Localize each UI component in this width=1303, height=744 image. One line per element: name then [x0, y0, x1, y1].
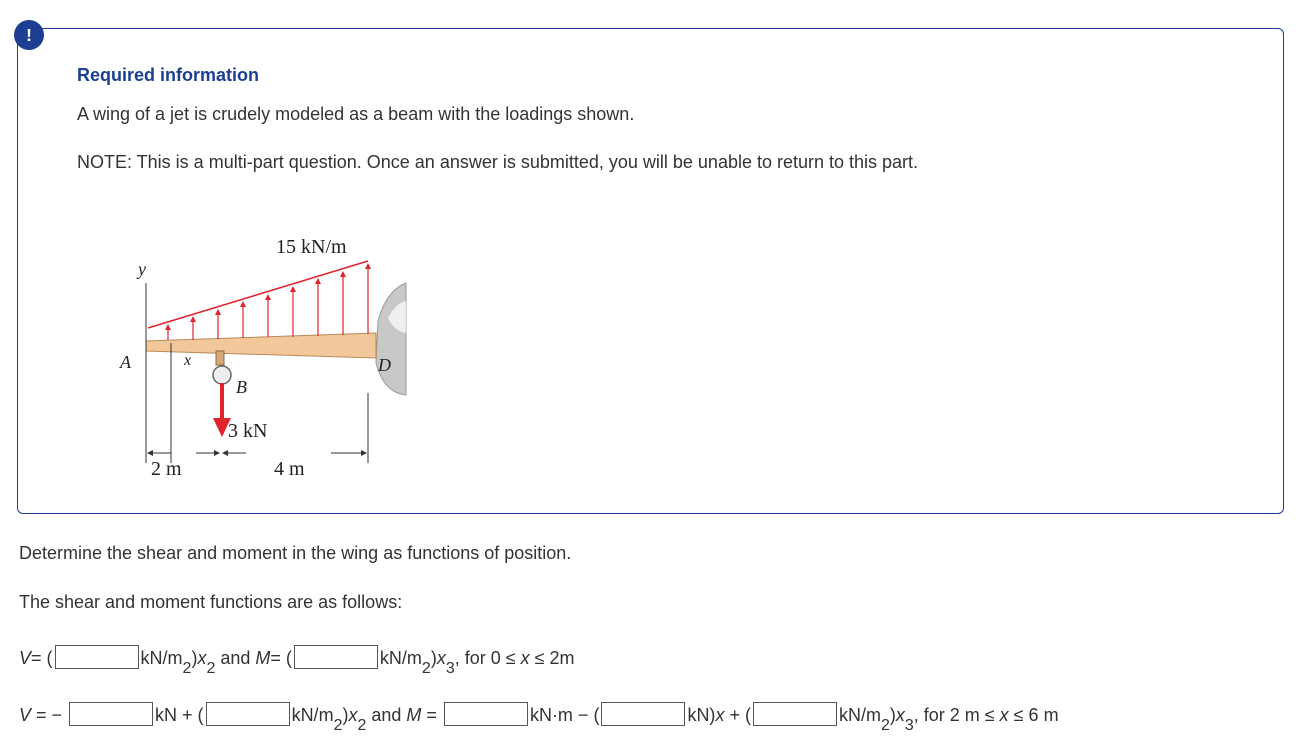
x-var: x — [436, 648, 446, 668]
question-prompt: Determine the shear and moment in the wing as functions of position. — [19, 543, 572, 563]
answer-input-m1[interactable] — [294, 645, 378, 669]
question-intro: The shear and moment functions are as follows: — [19, 592, 403, 612]
force-label: 3 kN — [228, 420, 268, 442]
eq-open: = ( — [270, 648, 292, 668]
x-var: x — [520, 648, 530, 668]
y-axis-label: y — [138, 259, 146, 279]
answer-input-v2a[interactable] — [69, 702, 153, 726]
close-paren: ) — [889, 705, 896, 725]
wing-support-b — [216, 351, 224, 365]
answer-input-m2b[interactable] — [601, 702, 685, 726]
wing-beam — [146, 333, 376, 358]
point-d-label: D — [378, 355, 391, 375]
close-paren: ) — [342, 705, 349, 725]
answer-input-v1[interactable] — [55, 645, 139, 669]
required-info-title: Required information — [77, 65, 260, 85]
and-text: and — [366, 705, 407, 725]
v-symbol: V — [19, 648, 32, 668]
unit-text: kN + ( — [155, 705, 204, 725]
m-symbol: M — [255, 648, 271, 668]
range-text: ≤ 6 m — [1008, 705, 1059, 725]
range-text: , for 0 ≤ — [454, 648, 521, 668]
x-var: x — [715, 705, 725, 725]
x-var: x — [197, 648, 207, 668]
load-arrows — [168, 266, 368, 340]
answer-input-m2c[interactable] — [753, 702, 837, 726]
unit-text: kN/m — [291, 705, 334, 725]
dimension-4m-label: 4 m — [274, 458, 305, 480]
x-axis-label: x — [184, 352, 192, 369]
equation-line-2: V = − kN + ( kN/m 2 ) x 2 and M = kN·m − ( kN) x + ( kN/m 2 ) x 3 , for 2 m ≤ x ≤ 6 m — [19, 702, 1059, 726]
multi-part-note: NOTE: This is a multi-part question. Once an answer is submitted, you will be unable to return to this part. — [77, 152, 919, 172]
alert-icon: ! — [14, 20, 44, 50]
point-a-label: A — [120, 352, 131, 372]
x-var: x — [999, 705, 1009, 725]
required-info-box — [17, 28, 1284, 514]
unit-text: kN/m — [379, 648, 422, 668]
eq-sign: = — [421, 705, 442, 725]
wing-beam-figure — [96, 213, 416, 503]
and-text: and — [215, 648, 256, 668]
m-symbol: M — [406, 705, 422, 725]
eq-minus: = − — [31, 705, 68, 725]
x-var: x — [895, 705, 905, 725]
problem-intro: A wing of a jet is crudely modeled as a beam with the loadings shown. — [77, 104, 635, 124]
plus-open: + ( — [724, 705, 751, 725]
eq-open: = ( — [31, 648, 53, 668]
fuselage-shape — [376, 283, 406, 395]
unit-text: kN/m — [838, 705, 881, 725]
close-paren: ) — [191, 648, 198, 668]
unit-text: kN) — [687, 705, 716, 725]
unit-text: kN·m − ( — [529, 705, 600, 725]
support-roller — [213, 366, 231, 384]
range-text: , for 2 m ≤ — [913, 705, 1000, 725]
range-text: ≤ 2m — [529, 648, 575, 668]
load-intensity-label: 15 kN/m — [276, 236, 347, 258]
point-b-label: B — [236, 377, 247, 397]
unit-text: kN/m — [140, 648, 183, 668]
x-var: x — [348, 705, 358, 725]
load-line — [148, 261, 368, 328]
answer-input-v2b[interactable] — [206, 702, 290, 726]
close-paren: ) — [430, 648, 437, 668]
answer-input-m2a[interactable] — [444, 702, 528, 726]
equation-line-1: V = ( kN/m 2 ) x 2 and M = ( kN/m 2 ) x 3 , for 0 ≤ x ≤ 2m — [19, 645, 575, 669]
dimension-2m-label: 2 m — [151, 458, 182, 480]
v-symbol: V — [19, 705, 32, 725]
